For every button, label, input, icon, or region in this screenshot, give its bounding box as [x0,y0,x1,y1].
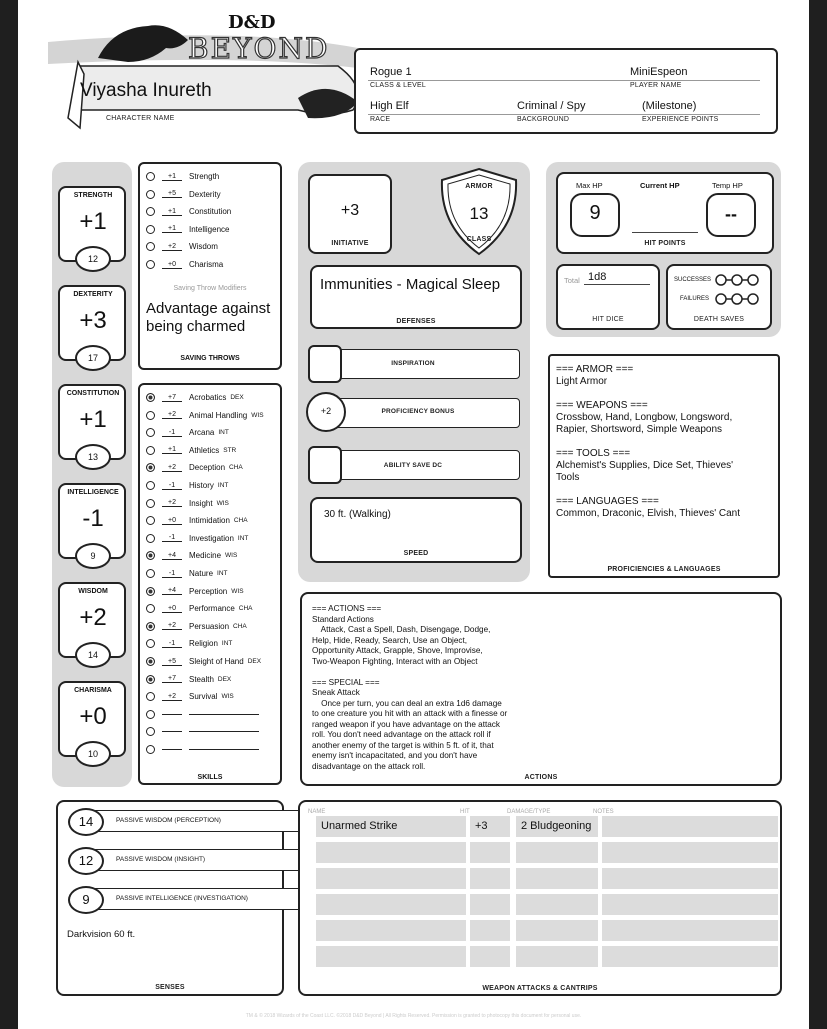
proficiency-circle-icon[interactable] [146,516,155,525]
ability-wisdom [58,582,128,668]
weapon-name-cell[interactable] [316,920,466,941]
proficiency-circle-icon[interactable] [146,172,155,181]
skill-ability: INT [217,482,229,489]
footer-legal: TM & © 2018 Wizards of the Coast LLC. ©2018 D&D Beyond | All Rights Reserved. Permission is granted to photocopy this document for personal use. [245,1013,582,1019]
skill-name: Insight [189,498,213,508]
proficiency-line [556,388,776,400]
sense-label: PASSIVE WISDOM (INSIGHT) [116,856,206,863]
class-level-label: CLASS & LEVEL [370,82,426,89]
actions-title: ACTIONS [524,774,558,781]
sense-row [68,808,318,834]
skill-ability: CHA [233,622,247,630]
action-line: another enemy of the target is within 5 ft. of it, that [312,740,494,750]
skill-ability: INT [218,429,229,437]
skill-row [146,547,237,564]
action-line: to one creature you hit with an attack with a finesse or [312,709,508,718]
hit-dice-total: 1d8 [588,271,607,283]
skill-name: Arcana [189,428,215,438]
hit-dice-total-label: Total [564,276,580,285]
weapon-rows [296,816,776,976]
skill-value: +1 [162,446,182,454]
weapon-hit-cell[interactable] [470,946,510,967]
skill-row [146,512,248,529]
ability-score: 17 [75,345,111,371]
saving-throw-name: Constitution [189,207,232,217]
proficiency-circle-icon[interactable] [146,190,155,199]
proficiency-circle-icon[interactable] [146,551,155,560]
proficiency-circle-icon[interactable] [146,534,155,543]
ability-constitution [58,384,128,470]
speed-label: SPEED [403,550,429,557]
skill-row [146,459,243,476]
senses-title: SENSES [155,984,185,991]
current-hp-field[interactable] [632,232,698,233]
empty-skill-row [146,741,259,758]
saving-throw-modifiers-label: Saving Throw Modifiers [173,285,247,292]
skill-ability: WIS [231,587,244,595]
proficiency-value: +2 [320,406,332,416]
skill-row [146,653,261,670]
skill-value: -1 [162,429,182,437]
weapon-name-cell[interactable] [316,894,466,915]
skill-row [146,407,264,424]
sense-row [68,847,318,873]
skill-row [146,389,244,406]
saving-throw-row [146,256,223,273]
blank-line [189,731,259,732]
skill-row [146,442,236,459]
speed-value: 30 ft. (Walking) [324,509,391,520]
ability-modifier: -1 [82,505,104,532]
saving-throw-name: Charisma [189,260,224,269]
proficiency-circle-icon[interactable] [146,393,155,402]
skill-ability: WIS [251,411,264,419]
experience-label: EXPERIENCE POINTS [642,116,719,123]
skill-row [146,477,228,494]
sense-bar [94,810,321,832]
saving-throw-row [146,238,218,255]
proficiency-line: Alchemist's Supplies, Dice Set, Thieves' [556,460,734,471]
skill-value: +2 [162,499,182,507]
weapon-row [306,920,776,941]
saving-throw-name: Strength [189,172,220,181]
death-saves-failure-circles[interactable] [714,292,760,306]
ability-intelligence [58,483,128,569]
temp-hp-value: -- [725,204,737,224]
saving-throw-row [146,221,229,238]
current-hp-label: Current HP [640,181,680,190]
skill-value: +5 [162,658,182,666]
action-line: roll. You don't need advantage on the attack roll if [312,730,491,739]
defenses-text: Immunities - Magical Sleep [320,276,501,293]
saving-throw-value: +1 [162,225,182,233]
sense-value: 9 [68,886,104,914]
skill-value: +4 [162,587,182,595]
skill-value: +7 [162,675,182,683]
senses-list [56,808,284,918]
proficiency-line: === LANGUAGES === [556,496,659,507]
skill-name: Animal Handling [189,410,248,420]
proficiency-line: Tools [556,472,580,483]
blank-line [189,714,259,715]
ability-score: 13 [75,444,111,470]
proficiency-line: Light Armor [556,376,608,387]
proficiency-line: Crossbow, Hand, Longbow, Longsword, [556,412,733,423]
saving-throw-row [146,186,221,203]
skill-value: -1 [162,534,182,542]
skill-row [146,495,229,512]
skills-title: SKILLS [197,774,223,781]
action-line: enemy isn't incapacitated, and you don't have [312,751,478,760]
action-line [312,667,752,678]
weapon-name-cell[interactable] [316,946,466,967]
sense-bar [94,888,321,910]
proficiency-circle-icon[interactable] [146,260,155,269]
armor-label-bottom: CLASS [466,236,492,243]
header-divider-2 [368,114,760,115]
skill-value: +2 [162,693,182,701]
skill-value: +7 [162,394,182,402]
skill-value: +2 [162,464,182,472]
proficiency-circle-icon[interactable] [146,463,155,472]
empty-skill-row [146,706,259,723]
weapon-damage-cell[interactable] [516,868,598,889]
empty-skill-row [146,723,259,740]
player-name: MiniEspeon [630,66,688,78]
skill-row [146,583,244,600]
weapon-header-damage: DAMAGE/TYPE [507,809,551,815]
skill-name: Perception [189,586,228,596]
weapon-hit-cell[interactable]: +3 [470,816,510,837]
header-banner [38,12,798,133]
saving-throw-value: +2 [162,243,182,251]
proficiency-circle-icon[interactable] [146,242,155,251]
skill-name: Sleight of Hand [189,657,244,666]
senses-extra: Darkvision 60 ft. [67,929,136,940]
temp-hp-label: Temp HP [712,181,743,190]
ability-modifier: +1 [79,208,107,235]
saving-throws-title: SAVING THROWS [180,355,240,362]
proficiency-circle-icon[interactable] [146,745,155,754]
skill-row [146,635,232,652]
weapon-notes-cell[interactable] [602,946,778,967]
skill-ability: WIS [216,499,229,507]
inspiration-label: INSPIRATION [391,360,435,367]
weapon-header-name: NAME [308,809,326,815]
weapon-damage-cell[interactable] [516,894,598,915]
action-line: Standard Actions [312,614,374,624]
sense-label: PASSIVE WISDOM (PERCEPTION) [116,817,221,824]
proficiency-line [556,484,776,496]
ability-score: 12 [75,246,111,272]
skill-ability: CHA [229,464,243,472]
weapon-hit-cell[interactable] [470,894,510,915]
character-name: Viyasha Inureth [80,80,212,101]
weapon-row [306,868,776,889]
weapon-damage-cell[interactable] [516,946,598,967]
proficiency-line: Rapier, Shortsword, Simple Weapons [556,424,723,435]
weapon-notes-cell[interactable] [602,868,778,889]
action-line: Once per turn, you can deal an extra 1d6 damage [312,698,502,708]
skill-name: Deception [189,463,226,473]
proficiency-circle-icon[interactable] [146,675,155,684]
hit-dice-label: HIT DICE [592,316,624,323]
weapon-header-hit: HIT [460,809,470,815]
weapon-hit-cell[interactable] [470,868,510,889]
weapon-notes-cell[interactable] [602,894,778,915]
weapon-damage-cell[interactable]: 2 Bludgeoning [516,816,598,837]
skill-value: +2 [162,411,182,419]
proficiency-circle-icon[interactable] [146,428,155,437]
background-label: BACKGROUND [517,116,570,123]
ability-modifier: +3 [79,307,107,334]
ability-modifier: +0 [79,703,107,730]
action-line: Help, Hide, Ready, Search, Use an Object, [312,635,468,645]
skill-ability: INT [221,640,233,648]
skill-ability: WIS [221,693,234,701]
skills-list [146,389,278,759]
skill-value: +4 [162,552,182,560]
ability-modifier: +1 [79,406,107,433]
saving-throw-row [146,168,219,185]
saving-throw-value: +1 [162,208,182,216]
proficiency-circle-icon[interactable] [146,710,155,719]
skill-ability: CHA [238,605,253,613]
hit-points-title: HIT POINTS [644,240,686,247]
ability-save-dc-label: ABILITY SAVE DC [383,462,443,469]
proficiency-circle-icon[interactable] [146,411,155,420]
action-line: Attack, Cast a Spell, Dash, Disengage, Dodge, [312,625,491,634]
proficiency-circle-icon[interactable] [146,481,155,490]
sense-bar [94,849,321,871]
header-divider-1 [368,80,760,81]
weapon-notes-cell[interactable] [602,920,778,941]
saving-throw-value: +0 [162,261,182,269]
experience: (Milestone) [642,100,697,112]
logo-dnd: D&D [228,12,276,33]
skill-ability: DEX [247,658,262,665]
race: High Elf [370,100,409,112]
weapon-name-cell[interactable] [316,868,466,889]
proficiency-circle-icon[interactable] [146,639,155,648]
background: Criminal / Spy [517,100,586,112]
player-name-label: PLAYER NAME [630,82,682,89]
death-saves-label: DEATH SAVES [693,316,745,323]
skill-row [146,671,231,688]
class-level: Rogue 1 [370,66,412,78]
armor-label-top: ARMOR [465,183,493,190]
saving-throw-name: Intelligence [189,224,230,234]
skill-ability: CHA [233,517,248,525]
ability-score: 9 [75,543,111,569]
max-hp-label: Max HP [576,181,603,190]
weapon-damage-cell[interactable] [516,842,598,863]
proficiency-circle-icon[interactable] [146,657,155,666]
ability-name: DEXTERITY [73,291,113,298]
saving-throw-value: +5 [162,190,182,198]
skill-name: Survival [189,692,218,702]
sense-value: 14 [68,808,104,836]
skill-ability: DEX [230,394,244,401]
blank-line [162,714,182,715]
proficiencies-text [556,364,776,520]
skill-name: Intimidation [189,516,230,526]
weapon-row [306,842,776,863]
action-line: Sneak Attack [312,688,360,697]
hit-dice-line [584,284,650,285]
saving-throw-modifiers-text: Advantage against being charmed [146,300,271,335]
ability-modifier: +2 [79,604,107,631]
proficiency-line: === WEAPONS === [556,400,648,411]
weapon-hit-cell[interactable] [470,842,510,863]
skill-ability: DEX [217,675,232,683]
ability-name: WISDOM [78,588,108,595]
skill-value: -1 [162,640,182,648]
saving-throw-row [146,203,231,220]
blank-line [189,749,259,750]
proficiencies-title: PROFICIENCIES & LANGUAGES [607,566,721,573]
race-label: RACE [370,116,391,123]
weapon-row [306,816,776,837]
skill-ability: INT [237,534,249,542]
ability-name: INTELLIGENCE [67,489,119,496]
character-sheet-page [18,0,809,1029]
saving-throw-value: +1 [162,173,182,181]
proficiency-circle-icon[interactable] [146,569,155,578]
weapon-name-cell[interactable]: Unarmed Strike [316,816,466,837]
proficiency-circle-icon[interactable] [146,225,155,234]
ability-name: CHARISMA [74,687,112,694]
weapon-attacks-title: WEAPON ATTACKS & CANTRIPS [482,985,598,992]
proficiency-line: === ARMOR === [556,364,634,375]
weapon-name-cell[interactable] [316,842,466,863]
ability-strength [58,186,128,272]
skill-row [146,565,228,582]
skill-name: Investigation [189,533,234,543]
skill-row [146,688,234,705]
blank-line [162,749,182,750]
inspiration-checkbox[interactable] [308,345,342,383]
action-line: === ACTIONS === [312,604,382,613]
weapon-hit-cell[interactable] [470,920,510,941]
ability-charisma [58,681,128,767]
proficiency-line [556,436,776,448]
logo-beyond: BEYOND [188,32,330,65]
actions-text [312,604,752,772]
weapon-header-notes: NOTES [593,809,614,815]
skill-name: Stealth [189,674,214,684]
skill-row [146,530,248,547]
action-line: Opportunity Attack, Grapple, Shove, Improvise, [312,646,483,655]
max-hp-value: 9 [589,202,601,224]
proficiency-circle-icon[interactable] [146,499,155,508]
skill-ability: WIS [225,552,238,560]
skill-ability: INT [217,570,228,577]
proficiency-label: PROFICIENCY BONUS [381,408,455,415]
saving-throw-name: Wisdom [189,242,218,252]
initiative-label: INITIATIVE [331,240,369,247]
action-line: ranged weapon if you have advantage on the attack [312,719,500,729]
skill-row [146,424,229,441]
death-saves-failures-label: FAILURES [680,296,710,302]
skill-value: -1 [162,570,182,578]
skill-name: Athletics [189,445,220,455]
skill-row [146,600,253,617]
action-line: disadvantage on the attack roll. [312,761,426,771]
proficiency-circle-icon[interactable] [146,604,155,613]
skill-name: Performance [189,604,235,614]
weapon-notes-cell[interactable] [602,816,778,837]
weapon-row [306,894,776,915]
death-saves-successes-label: SUCCESSES [674,277,712,283]
character-name-label: CHARACTER NAME [106,115,175,122]
proficiency-line: === TOOLS === [556,448,631,459]
blank-line [162,731,182,732]
weapon-row [306,946,776,967]
ability-save-dc-box [308,446,342,484]
skill-value: +0 [162,517,182,525]
sense-value: 12 [68,847,104,875]
proficiency-circle-icon[interactable] [146,587,155,596]
ability-dexterity [58,285,128,371]
proficiency-circle-icon[interactable] [146,622,155,631]
proficiency-circle-icon[interactable] [146,692,155,701]
skill-value: +2 [162,622,182,630]
saving-throw-name: Dexterity [189,189,221,199]
action-line: Two-Weapon Fighting, Interact with an Object [312,656,478,666]
ability-name: STRENGTH [73,192,113,199]
skill-name: Medicine [189,551,222,561]
proficiency-circle-icon[interactable] [146,727,155,736]
sense-row [68,886,318,912]
weapon-notes-cell[interactable] [602,842,778,863]
skill-value: +0 [162,605,182,613]
skill-name: Acrobatics [189,393,227,402]
skill-name: History [189,481,214,490]
skill-row [146,618,247,635]
defenses-label: DEFENSES [396,318,436,325]
ability-name: CONSTITUTION [66,390,120,397]
initiative-value: +3 [340,202,360,219]
proficiency-line: Common, Draconic, Elvish, Thieves' Cant [556,508,741,519]
saving-throw-list [146,168,276,278]
weapon-damage-cell[interactable] [516,920,598,941]
action-line: === SPECIAL === [312,677,380,687]
skill-name: Persuasion [189,621,230,631]
skill-name: Religion [189,639,218,649]
sense-label: PASSIVE INTELLIGENCE (INVESTIGATION) [116,895,248,902]
ability-score: 14 [75,642,111,668]
proficiency-circle-icon[interactable] [146,446,155,455]
armor-class-value: 13 [469,204,489,223]
skill-ability: STR [223,446,237,454]
death-saves-success-circles[interactable] [714,273,760,287]
skill-name: Nature [189,569,214,578]
skill-value: -1 [162,482,182,490]
ability-score: 10 [75,741,111,767]
proficiency-circle-icon[interactable] [146,207,155,216]
